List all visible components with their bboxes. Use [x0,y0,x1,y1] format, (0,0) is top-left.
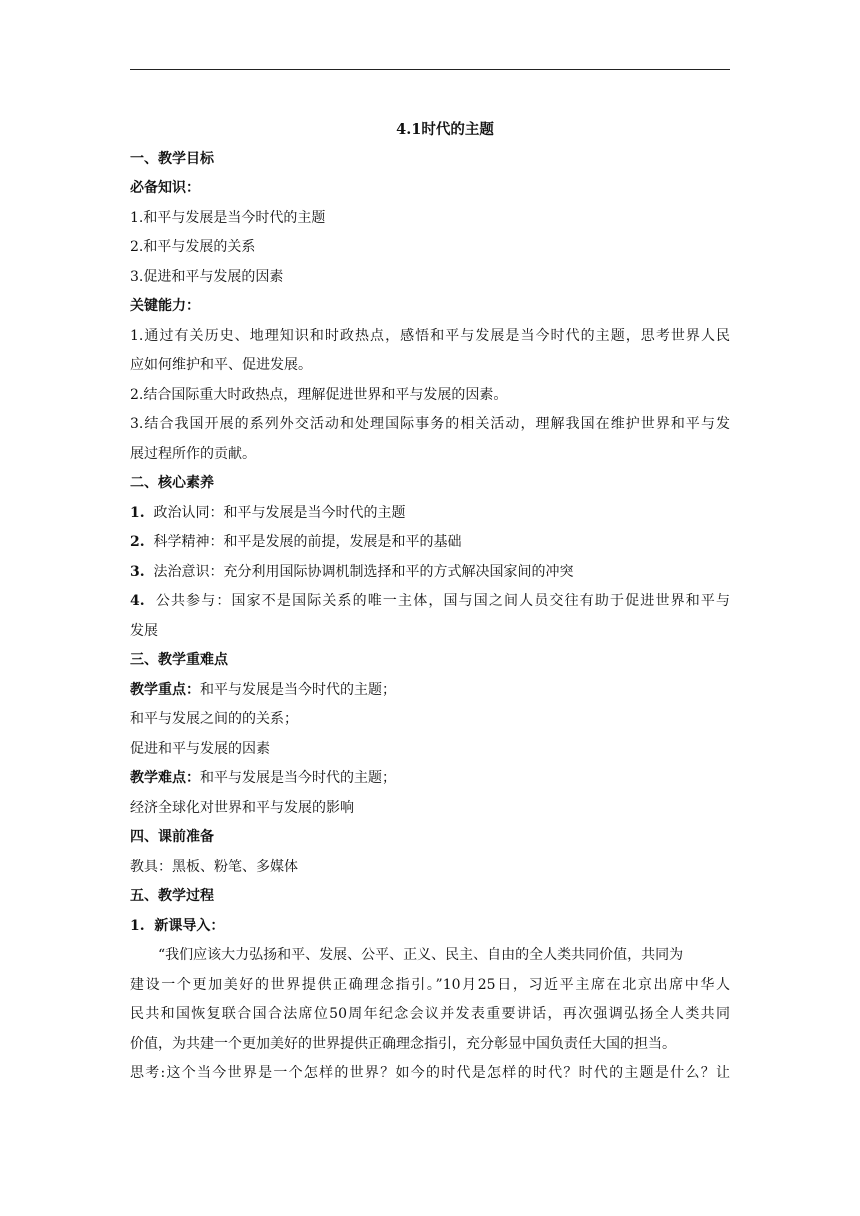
paragraph-line: 教具：黑板、粉笔、多媒体 [130,858,298,875]
paragraph-line: 和平与发展之间的的关系； [130,711,298,727]
item-text: 法治意识：充分利用国际协调机制选择和平的方式解决国家间的冲突 [153,563,574,580]
key-point-line [130,676,730,706]
paragraph-line: 1.通过有关历史、地理知识和时政热点，感悟和平与发展是当今时代的主题，思考世界人民 [130,327,730,344]
paragraph-line: “我们应该大力弘扬和平、发展、公平、正义、民主、自由的全人类共同价值，共同为 [158,947,684,963]
list-item: 1.和平与发展是当今时代的主题 [130,209,326,226]
paragraph-line: 建设一个更加美好的世界提供正确理念指引。”10月25日，习近平主席在北京出席中华人 [130,976,730,993]
item-text: 公共参与：国家不是国际关系的唯一主体，国与国之间人员交往有助于促进世界和平与 [155,593,730,609]
list-item: 3.促进和平与发展的因素 [130,268,284,285]
paragraph-line: 民共和国恢复联合国合法席位50周年纪念会议并发表重要讲话，再次强调弘扬全人类共同 [130,1006,730,1022]
text: 和平与发展是当今时代的主题； [200,681,396,698]
label-teaching-difficulty: 教学难点： [130,770,200,786]
document-body [130,115,730,1089]
paragraph-line: 促进和平与发展的因素 [130,740,270,757]
difficulty-line [130,764,730,794]
item-number: 3. [130,563,145,580]
list-item: 2.和平与发展的关系 [130,239,256,255]
paragraph-line: 3.结合我国开展的系列外交活动和处理国际事务的相关活动，理解我国在维护世界和平与发 [130,416,730,432]
text: 和平与发展是当今时代的主题； [200,770,396,786]
paragraph-line: 发展 [130,622,158,639]
section-heading-preparation: 四、课前准备 [130,829,214,845]
section-heading-core-literacy: 二、核心素养 [130,475,214,491]
paragraph-line: 应如何维护和平、促进发展。 [130,357,312,373]
list-item [130,558,730,588]
item-number: 1. [130,504,145,521]
label-teaching-focus: 教学重点： [130,681,200,698]
list-item [130,499,730,529]
paragraph-line: 展过程所作的贡献。 [130,445,256,462]
list-item [130,528,730,558]
paragraph-line: 经济全球化对世界和平与发展的影响 [130,799,354,816]
paragraph-line: 价值，为共建一个更加美好的世界提供正确理念指引，充分彰显中国负责任大国的担当。 [130,1035,676,1052]
item-number: 2. [130,534,145,550]
item-text: 政治认同：和平与发展是当今时代的主题 [153,504,406,521]
section-heading-process: 五、教学过程 [130,888,214,904]
section-heading-objectives: 一、教学目标 [130,150,214,167]
section-heading-key-points: 三、教学重难点 [130,652,228,668]
list-item [130,587,730,617]
item-number: 4. [130,593,145,609]
page-title: 4.1时代的主题 [396,121,494,138]
header-rule [130,69,730,70]
label-required-knowledge: 必备知识： [130,180,200,196]
paragraph-line: 2.结合国际重大时政热点，理解促进世界和平与发展的因素。 [130,386,508,403]
item-text: 科学精神：和平是发展的前提，发展是和平的基础 [153,534,462,550]
subheading-introduction: 1. 新课导入： [130,917,225,934]
label-key-abilities: 关键能力： [130,298,200,314]
paragraph-line: 思考:这个当今世界是一个怎样的世界？如今的时代是怎样的时代？时代的主题是什么？让 [130,1065,730,1081]
